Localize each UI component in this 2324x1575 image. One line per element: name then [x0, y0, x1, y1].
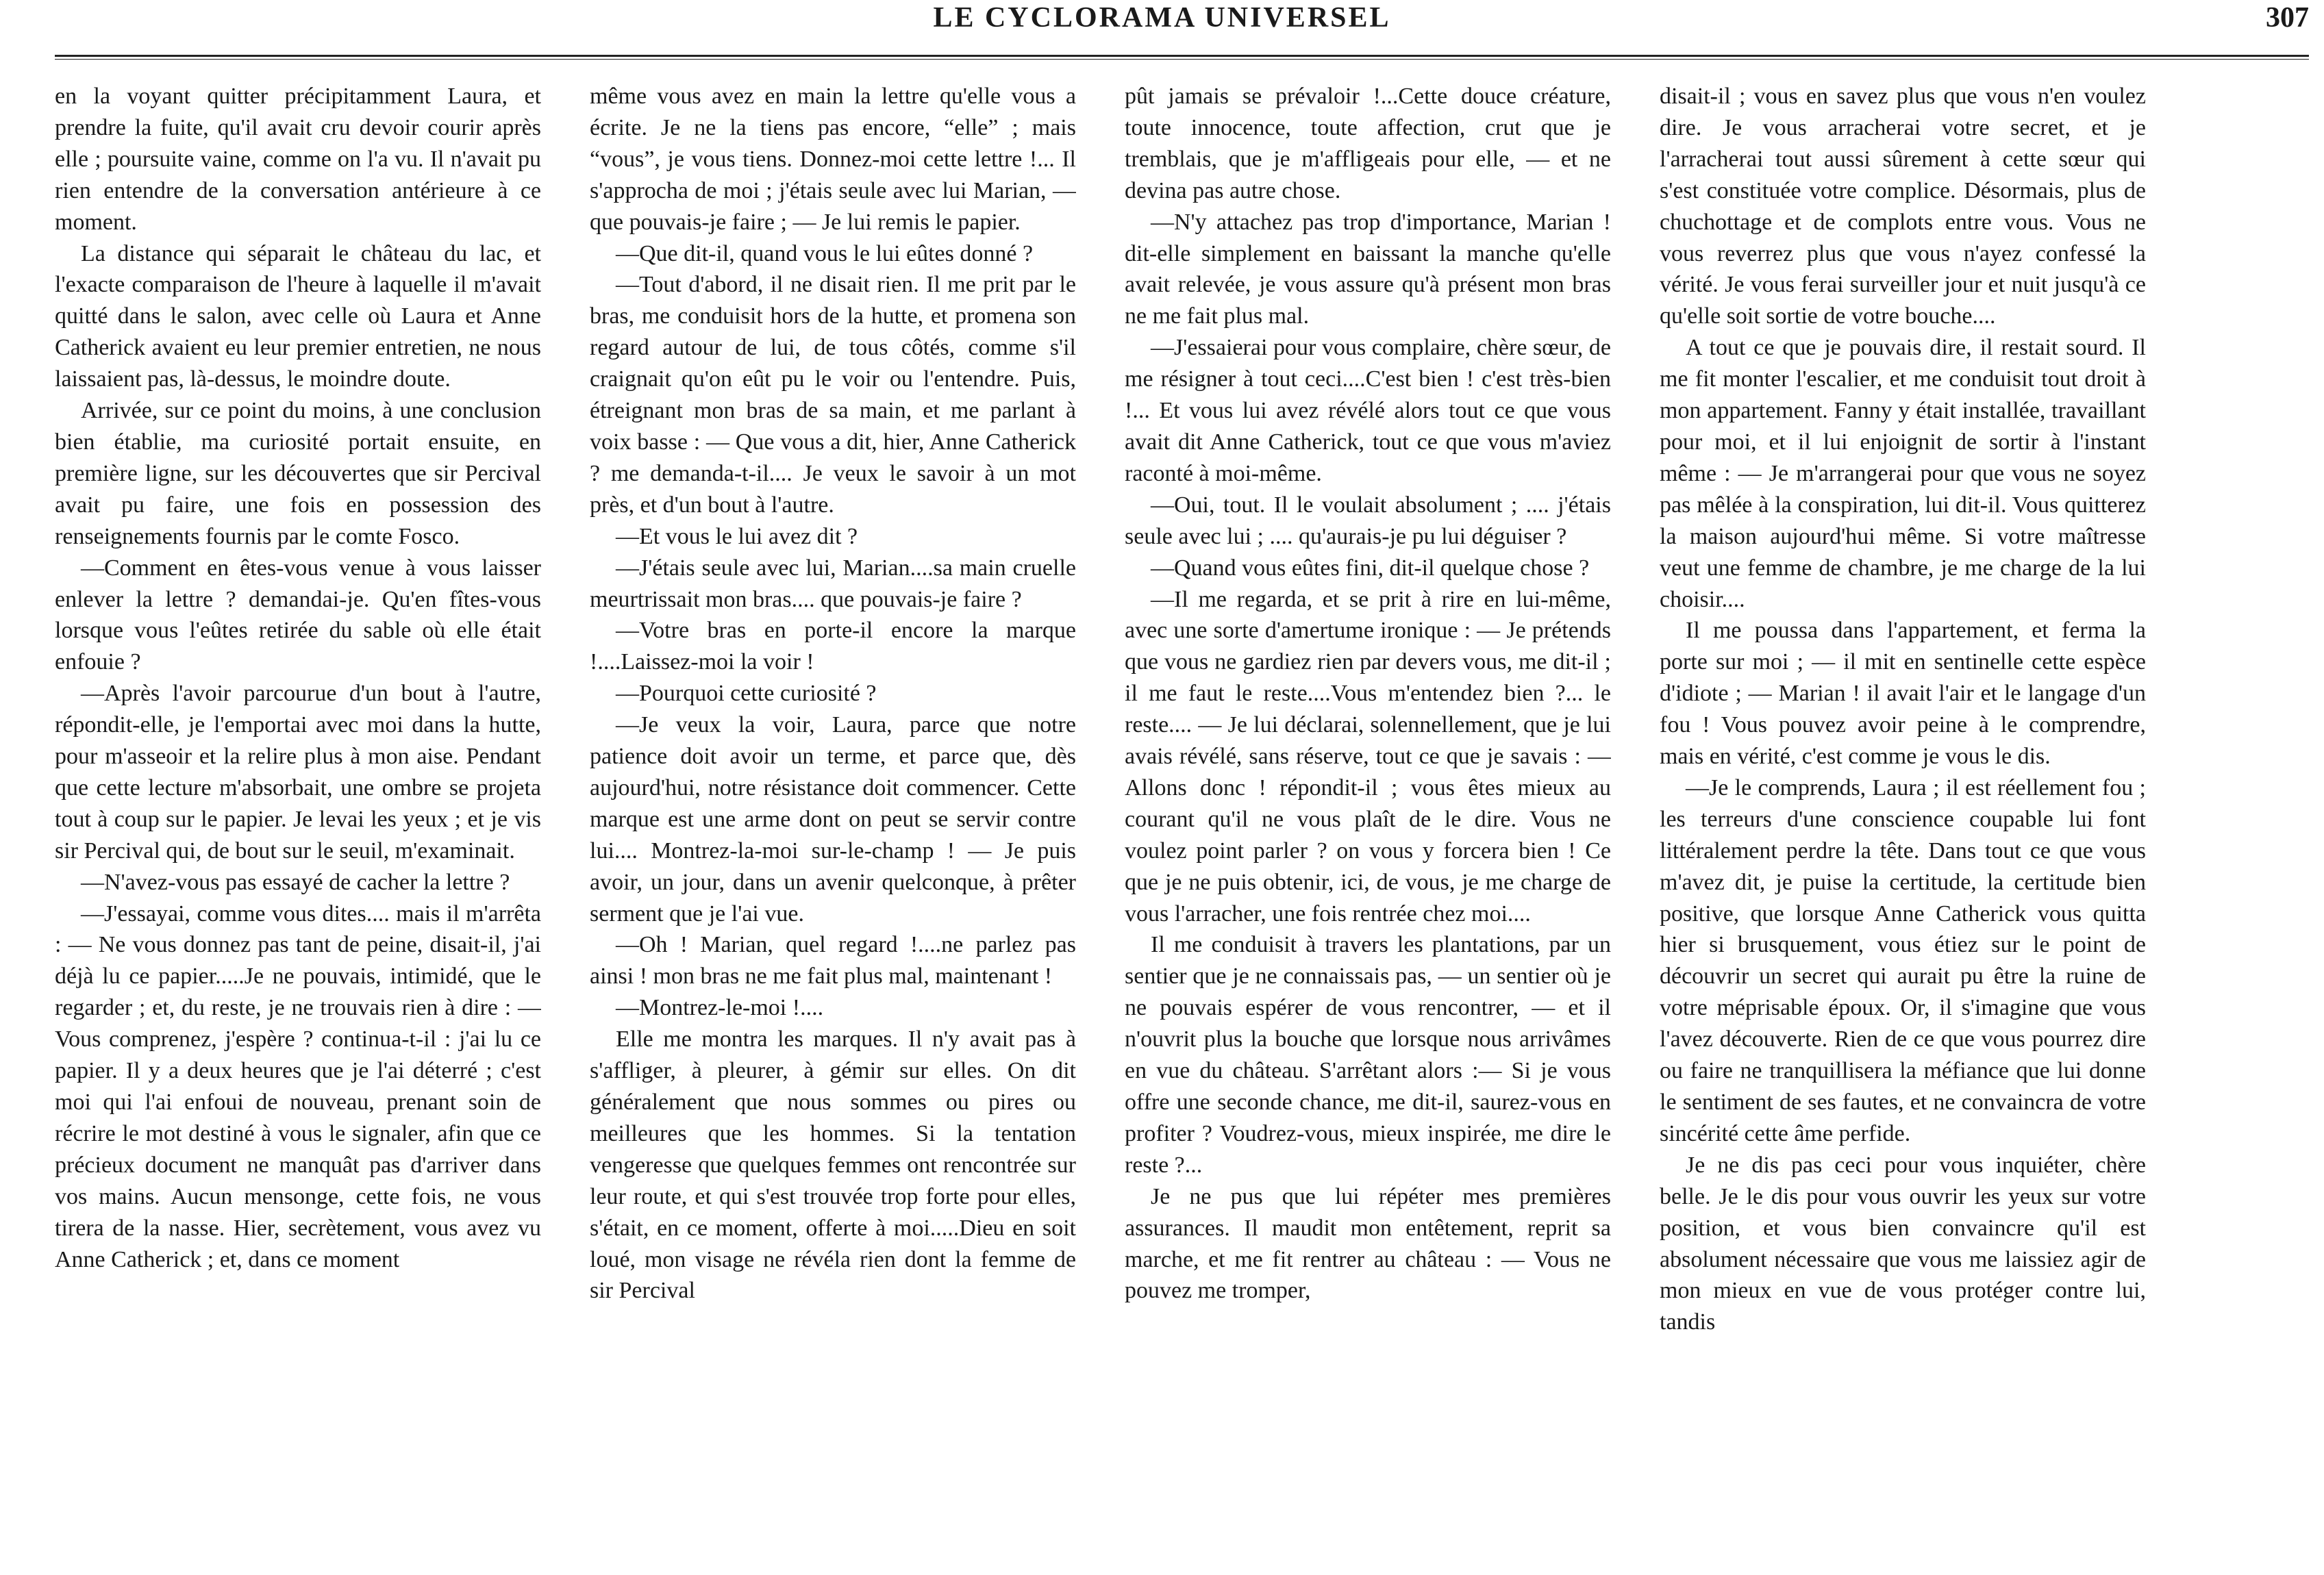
- paragraph: —J'essayai, comme vous dites.... mais il m'arrêta : — Ne vous donnez pas tant de peine, disait-il, j'ai déjà lu ce papier.....Je ne pouvais, intimidé, que le regarder ; et, du reste, je ne trouvais rien à dire : — Vous comprenez, j'espère ? continua-t-il : j'ai lu ce papier. Il y a deux heures que je l'ai déterré ; c'est moi qui l'ai enfoui de nouveau, prenant soin de récrire le mot destiné à vous le signaler, afin que ce précieux document ne manquât pas d'arriver dans vos mains. Aucun mensonge, cette fois, ne vous tirera de la nasse. Hier, secrètement, vous avez vu Anne Catherick ; et, dans ce moment: [55, 900, 541, 1272]
- paragraph: —Tout d'abord, il ne disait rien. Il me prit par le bras, me conduisit hors de la hutte, et promena son regard autour de lui, de tous côtés, comme s'il craignait qu'on eût pu le voir ou l'entendre. Puis, étreignant mon bras de sa main, et me parlant à voix basse : — Que vous a dit, hier, Anne Catherick ? me demanda-t-il.... Je veux le savoir à un mot près, et d'un bout à l'autre.: [590, 272, 1076, 518]
- paragraph: —Je le comprends, Laura ; il est réellement fou ; les terreurs d'une conscience coupable lui font littéralement perdre la tête. Dans tout ce que vous m'avez dit, je puise la certitude, la certitude bien positive, que lorsque Anne Catherick vous quitta hier si brusquement, vous étiez sur le point de découvrir un secret qui aurait pu être la ruine de votre méprisable époux. Or, il s'imagine que vous l'avez découverte. Rien de ce que vous pourrez dire ou faire ne tranquillisera la méfiance que lui donne le sentiment de ses fautes, et ne convaincra de votre sincérité cette âme perfide.: [1660, 774, 2146, 1146]
- page-header: [0, 0, 2324, 51]
- paragraph: —Montrez-le-moi !....: [616, 995, 824, 1021]
- running-title: LE CYCLORAMA UNIVERSEL: [933, 2, 1391, 34]
- paragraph: —Il me regarda, et se prit à rire en lui-même, avec une sorte d'amertume ironique : — Je prétends que vous ne gardiez rien par devers vous, me dit-il ; il me faut le reste....Vous m'entendez bien ?... le reste.... — Je lui déclarai, solennellement, que je lui avais révélé, sans réserve, tout ce que je savais : — Allons donc ! répondit-il ; vous êtes mieux au courant qu'il ne vous plaît de le dire. Vous ne voulez point parler ? on vous y forcera bien ! Ce que je ne puis obtenir, ici, de vous, je me charge de vous l'arracher, une fois rentrée chez moi....: [1125, 586, 1611, 927]
- paragraph: —Oh ! Marian, quel regard !....ne parlez pas ainsi ! mon bras ne me fait plus mal, maintenant !: [590, 932, 1076, 990]
- paragraph: même vous avez en main la lettre qu'elle vous a écrite. Je ne la tiens pas encore, “elle” ; mais “vous”, je vous tiens. Donnez-moi cette lettre !... Il s'approcha de moi ; j'étais seule avec lui Marian, — que pouvais-je faire ; — Je lui remis le papier.: [590, 84, 1076, 235]
- paragraph: —Et vous le lui avez dit ?: [616, 523, 858, 549]
- paragraph: —Je veux la voir, Laura, parce que notre patience doit avoir un terme, et parce que, dès aujourd'hui, notre résistance doit commencer. Cette marque est une arme dont on peut se servir contre lui.... Montrez-la-moi sur-le-champ ! — Je puis avoir, un jour, dans un avenir quelconque, à prêter serment que je l'ai vue.: [590, 712, 1076, 927]
- paragraph: —Pourquoi cette curiosité ?: [616, 681, 877, 707]
- paragraph: —Votre bras en porte-il encore la marque !....Laissez-moi la voir !: [590, 618, 1076, 675]
- paragraph: —Que dit-il, quand vous le lui eûtes donné ?: [616, 240, 1034, 266]
- paragraph: disait-il ; vous en savez plus que vous n'en voulez dire. Je vous arracherai votre secret, et je l'arracherai tout aussi sûrement à cette sœur qui s'est constituée votre complice. Désormais, plus de chuchottage et de complots entre vous. Vous ne vous reverrez plus que vous n'ayez confessé la vérité. Je vous ferai surveiller jour et nuit jusqu'à ce qu'elle soit sortie de votre bouche....: [1660, 84, 2146, 329]
- paragraph: Elle me montra les marques. Il n'y avait pas à s'affliger, à pleurer, à gémir sur elles. On dit généralement que nous sommes ou pires ou meilleures que les hommes. Si la tentation vengeresse que quelques femmes ont rencontrée sur leur route, et qui s'est trouvée trop forte pour elles, s'était, en ce moment, offerte à moi.....Dieu en soit loué, mon visage ne révéla rien dont la femme de sir Percival: [590, 1026, 1076, 1304]
- paragraph: A tout ce que je pouvais dire, il restait sourd. Il me fit monter l'escalier, et me conduisit tout droit à mon appartement. Fanny y était installée, travaillant pour moi, et il lui enjoignit de sortir à l'instant même : — Je m'arrangerai pour que vous ne soyez pas mêlée à la conspiration, lui dit-il. Vous quitterez la maison aujourd'hui même. Si votre maîtresse veut une femme de chambre, je me charge de la lui choisir....: [1660, 335, 2146, 612]
- paragraph: Arrivée, sur ce point du moins, à une conclusion bien établie, ma curiosité portait ensuite, en première ligne, sur les découvertes que sir Percival avait pu faire, une fois en possession des renseignements fournis par le comte Fosco.: [55, 398, 541, 549]
- paragraph: —N'avez-vous pas essayé de cacher la lettre ?: [81, 869, 510, 895]
- paragraph: pût jamais se prévaloir !...Cette douce créature, toute innocence, toute affection, crut que je tremblais, que je m'affligeais pour elle, — et ne devina pas autre chose.: [1125, 84, 1611, 203]
- paragraph: Il me poussa dans l'appartement, et ferma la porte sur moi ; — il mit en sentinelle cette espèce d'idiote ; — Marian ! il avait l'air et le langage d'un fou ! Vous pouvez avoir peine à le comprendre, mais en vérité, c'est comme je vous le dis.: [1660, 618, 2146, 770]
- paragraph: —Après l'avoir parcourue d'un bout à l'autre, répondit-elle, je l'emportai avec moi dans la hutte, pour m'asseoir et la relire plus à mon aise. Pendant que cette lecture m'absorbait, une ombre se projeta tout à coup sur le papier. Je levai les yeux ; et je vis sir Percival qui, de bout sur le seuil, m'examinait.: [55, 681, 541, 864]
- column-2: [590, 81, 1076, 1553]
- paragraph: Je ne dis pas ceci pour vous inquiéter, chère belle. Je le dis pour vous ouvrir les yeux sur votre position, et vous bien convaincre qu'il est absolument nécessaire que vous me laissiez agir de mon mieux en vue de vous protéger contre lui, tandis: [1660, 1152, 2146, 1335]
- paragraph: Je ne pus que lui répéter mes premières assurances. Il maudit mon entêtement, reprit sa marche, et me fit rentrer au château : — Vous ne pouvez me tromper,: [1125, 1183, 1611, 1304]
- paragraph: —Quand vous eûtes fini, dit-il quelque chose ?: [1151, 555, 1590, 581]
- paragraph: —J'étais seule avec lui, Marian....sa main cruelle meurtrissait mon bras.... que pouvais-je faire ?: [590, 555, 1076, 612]
- column-4: [1660, 81, 2146, 1553]
- header-rule: [55, 55, 2309, 60]
- paragraph: —N'y attachez pas trop d'importance, Marian ! dit-elle simplement en baissant la manche qu'elle avait relevée, je vous assure qu'à présent mon bras ne me fait plus mal.: [1125, 209, 1611, 329]
- paragraph: —J'essaierai pour vous complaire, chère sœur, de me résigner à tout ceci....C'est bien ! c'est très-bien !... Et vous lui avez révélé alors tout ce que vous avait dit Anne Catherick, tout ce que vous m'aviez raconté à moi-même.: [1125, 335, 1611, 486]
- paragraph: La distance qui séparait le château du lac, et l'exacte comparaison de l'heure à laquelle il m'avait quitté dans le salon, avec celle où Laura et Anne Catherick avaient eu leur premier entretien, ne nous laissaient pas, là-dessus, le moindre doute.: [55, 240, 541, 392]
- column-3: [1125, 81, 1611, 1553]
- paragraph: Il me conduisit à travers les plantations, par un sentier que je ne connaissais pas, — un sentier où je ne pouvais espérer de vous rencontrer, — et il n'ouvrit plus la bouche que lorsque nous arrivâmes en vue du château. S'arrêtant alors :— Si je vous offre une seconde chance, me dit-il, saurez-vous en profiter ? Voudrez-vous, mieux inspirée, me dire le reste ?...: [1125, 932, 1611, 1178]
- text-columns: [55, 81, 2147, 1553]
- paragraph: —Comment en êtes-vous venue à vous laisser enlever la lettre ? demandai-je. Qu'en fîtes-vous lorsque vous l'eûtes retirée du sable où elle était enfouie ?: [55, 555, 541, 675]
- paragraph: —Oui, tout. Il le voulait absolument ; .... j'étais seule avec lui ; .... qu'aurais-je pu lui déguiser ?: [1125, 492, 1611, 549]
- column-1: [55, 81, 541, 1553]
- paragraph: en la voyant quitter précipitamment Laura, et prendre la fuite, qu'il avait cru devoir courir après elle ; poursuite vaine, comme on l'a vu. Il n'avait pu rien entendre de la conversation antérieure à ce moment.: [55, 84, 541, 235]
- page-number: 307: [2266, 2, 2309, 34]
